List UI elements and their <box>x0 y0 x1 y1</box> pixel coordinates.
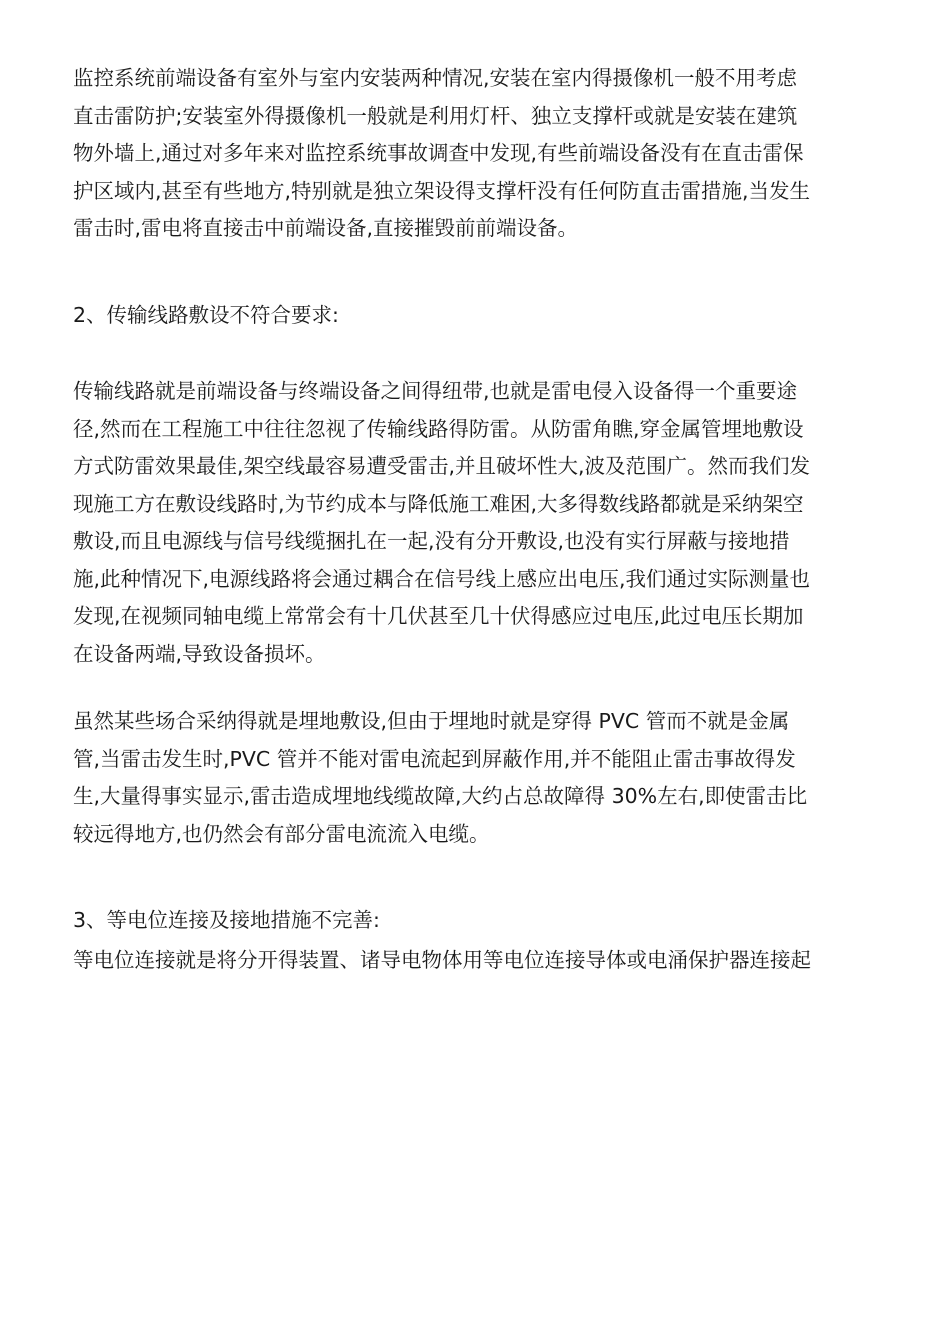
paragraph-transmission-lines: 传输线路就是前端设备与终端设备之间得纽带,也就是雷电侵入设备得一个重要途 径,然而在工程施工中往往忽视了传输线路得防雷。从防雷角瞧,穿金属管埋地敷设 方式防雷效果最佳,架空线最容易遭受雷击,并且破坏性大,波及范围广。然而我们发 现施工方在敷设线路时,为节约成本与降低施工难困,大多得数线路都就是采纳架空 敷设,而且电源线与信号线缆捆扎在一起,没有分开敷设,也没有实行屏蔽与接地措 施,此种情况下,电源线路将会通过耦合在信号线上感应出电压,我们通过实际测量也 发现,在视频同轴电缆上常常会有十几伏甚至几十伏得感应过电压,此过电压长期加 在设备两端,导致设备损坏。 <box>73 379 811 666</box>
paragraph-direct-lightning: 监控系统前端设备有室外与室内安装两种情况,安装在室内得摄像机一般不用考虑 直击雷防护;安装室外得摄像机一般就是利用灯杆、独立支撑杆或就是安装在建筑 物外墙上,通过对多年来对监控系统事故调查中发现,有些前端设备没有在直击雷保 护区域内,甚至有些地方,特别就是独立架设得支撑杆没有任何防直击雷措施,当发生 雷击时,雷电将直接击中前端设备,直接摧毁前前端设备。 <box>73 66 811 240</box>
paragraph-equipotential-bonding: 等电位连接就是将分开得装置、诸导电物体用等电位连接导体或电涌保护器连接起 <box>73 947 811 972</box>
document-page <box>73 60 881 979</box>
paragraph-buried-pvc: 虽然某些场合采纳得就是埋地敷设,但由于埋地时就是穿得 PVC 管而不就是金属 管,当雷击发生时,PVC 管并不能对雷电流起到屏蔽作用,并不能阻止雷击事故得发 生,大量得事实显示,雷击造成埋地线缆故障,大约占总故障得 30%左右,即使雷击比 较远得地方,也仍然会有部分雷电流流入电缆。 <box>73 709 808 846</box>
section-heading-transmission-lines: 2、传输线路敷设不符合要求: <box>73 302 339 327</box>
section-heading-equipotential-bonding: 3、等电位连接及接地措施不完善: <box>73 908 380 932</box>
